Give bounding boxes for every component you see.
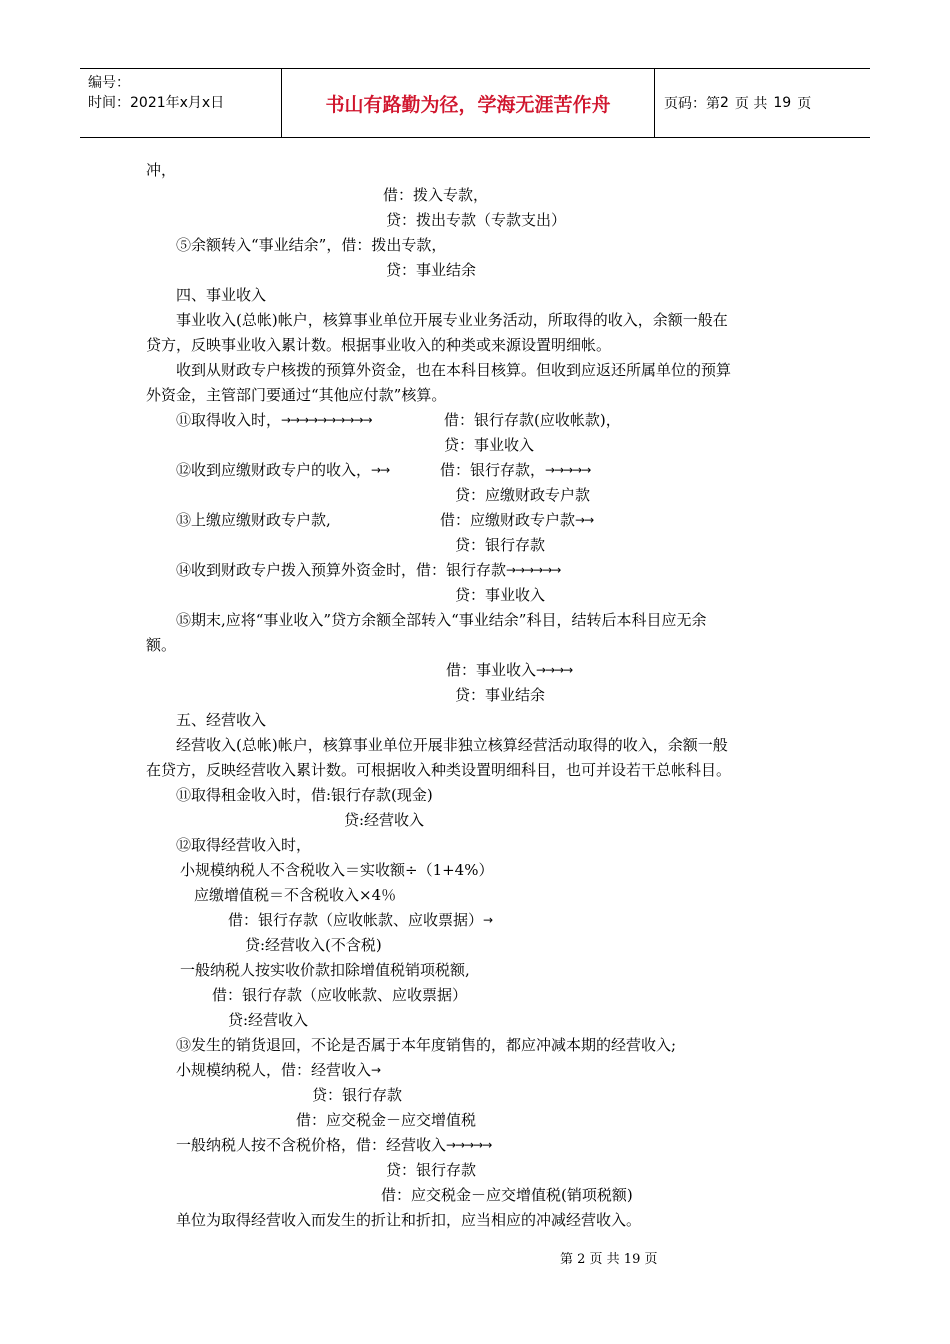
section-heading: 五、经营收入 xyxy=(176,711,267,729)
text-line xyxy=(176,560,560,580)
paragraph-line: 单位为取得经营收入而发生的折让和折扣，应当相应的冲减经营收入。 xyxy=(176,1211,642,1229)
entry-credit: 贷:经营收入 xyxy=(228,1011,309,1029)
entry-credit: 贷：事业结余 xyxy=(386,261,477,279)
paragraph-line: 贷方，反映事业收入累计数。根据事业收入的种类或来源设置明细帐。 xyxy=(146,336,612,354)
formula-line: 小规模纳税人不含税收入＝实收额÷（1+4%） xyxy=(180,861,494,879)
page-footer: 第 2 页 共 19 页 xyxy=(560,1252,658,1267)
text-line xyxy=(176,460,389,480)
entry-text: 借：应缴财政专户款 xyxy=(440,511,576,529)
text-line: ⑪取得租金收入时，借:银行存款(现金) xyxy=(176,786,433,804)
entry-credit: 贷:经营收入 xyxy=(344,811,425,829)
text-line xyxy=(176,1135,491,1155)
paragraph-line: 外资金，主管部门要通过“其他应付款”核算。 xyxy=(146,386,447,404)
text-line: ⑬发生的销货退回，不论是否属于本年度销售的，都应冲减本期的经营收入; xyxy=(176,1036,677,1054)
entry-credit: 贷:经营收入(不含税) xyxy=(245,936,382,954)
entry-debit xyxy=(440,510,593,530)
entry-debit: 借：应交税金－应交增值税(销项税额) xyxy=(381,1186,633,1204)
arrow-connector: →→ xyxy=(575,513,594,527)
text-line xyxy=(176,410,372,430)
entry-credit: 贷：银行存款 xyxy=(312,1086,403,1104)
arrow-connector: →→→→→→ xyxy=(506,563,561,577)
entry-debit xyxy=(228,910,492,930)
arrow-connector: → xyxy=(483,913,493,927)
arrow-connector: →→→→→ xyxy=(545,463,591,477)
entry-debit: 借：拨入专款， xyxy=(383,186,489,204)
item-text: 小规模纳税人，借：经营收入 xyxy=(176,1061,372,1079)
item-text: ⑭收到财政专户拨入预算外资金时，借：银行存款 xyxy=(176,561,507,579)
header-motto: 书山有路勤为径，学海无涯苦作舟 xyxy=(282,69,655,137)
item-text: ⑪取得收入时， xyxy=(176,411,282,429)
paragraph-line: 事业收入(总帐)帐户，核算事业单位开展专业业务活动，所取得的收入，余额一般在 xyxy=(176,311,728,329)
text-line: ⑫取得经营收入时， xyxy=(176,836,312,854)
page-current-number: 2 xyxy=(720,95,729,111)
item-text: ⑫收到应缴财政专户的收入， xyxy=(176,461,372,479)
arrow-connector: →→→→→→→→→→ xyxy=(281,413,372,427)
document-number-label: 编号： xyxy=(88,75,130,91)
entry-credit: 贷：事业结余 xyxy=(455,686,546,704)
formula-line: 应缴增值税＝不含税收入×4％ xyxy=(194,886,397,904)
entry-text: 借：事业收入 xyxy=(446,661,537,679)
paragraph-line: 额。 xyxy=(146,636,177,654)
header-meta xyxy=(80,69,282,137)
entry-credit: 贷：事业收入 xyxy=(455,586,546,604)
text-line xyxy=(176,1060,380,1080)
arrow-connector: →→→→→ xyxy=(446,1138,492,1152)
entry-debit: 借：应交税金－应交增值税 xyxy=(296,1111,477,1129)
paragraph-line: 经营收入(总帐)帐户，核算事业单位开展非独立核算经营活动取得的收入，余额一般 xyxy=(176,736,728,754)
entry-credit: 贷：事业收入 xyxy=(444,436,535,454)
text-line: ⑤余额转入“事业结余”，借：拨出专款， xyxy=(176,236,447,254)
entry-text: 借：银行存款（应收帐款、应收票据） xyxy=(228,911,484,929)
entry-credit: 贷：银行存款 xyxy=(386,1161,477,1179)
entry-credit: 贷：拨出专款（专款支出） xyxy=(386,211,567,229)
entry-debit xyxy=(446,660,572,680)
text-line: 一般纳税人按实收价款扣除增值税销项税额, xyxy=(180,961,470,979)
section-heading: 四、事业收入 xyxy=(176,286,267,304)
document-time-label: 时间：2021年x月x日 xyxy=(88,95,225,111)
arrow-connector: → xyxy=(371,1063,381,1077)
page-label: 页码：第 xyxy=(664,96,720,112)
item-text: 一般纳税人按不含税价格，借：经营收入 xyxy=(176,1136,447,1154)
paragraph-line: ⑮期末,应将“事业收入”贷方余额全部转入“事业结余”科目，结转后本科目应无余 xyxy=(176,611,707,629)
entry-credit: 贷：应缴财政专户款 xyxy=(455,486,591,504)
entry-debit xyxy=(440,460,590,480)
entry-debit: 借：银行存款（应收帐款、应收票据） xyxy=(212,986,468,1004)
arrow-connector: →→ xyxy=(371,463,390,477)
arrow-connector: →→→→ xyxy=(536,663,573,677)
paragraph-line: 收到从财政专户核拨的预算外资金，也在本科目核算。但收到应返还所属单位的预算 xyxy=(176,361,732,379)
text-line: ⑬上缴应缴财政专户款, xyxy=(176,511,331,529)
header-page-info xyxy=(654,69,870,137)
page-total-number: 19 xyxy=(773,95,792,111)
page-mid-label: 页 共 xyxy=(734,96,768,112)
text-line: 冲， xyxy=(146,161,177,179)
entry-credit: 贷：银行存款 xyxy=(455,536,546,554)
entry-text: 借：银行存款， xyxy=(440,461,546,479)
page-suffix: 页 xyxy=(797,96,812,112)
paragraph-line: 在贷方，反映经营收入累计数。可根据收入种类设置明细科目，也可并设若干总帐科目。 xyxy=(146,761,732,779)
entry-debit: 借：银行存款(应收帐款)， xyxy=(444,411,621,429)
page-header xyxy=(80,68,870,138)
